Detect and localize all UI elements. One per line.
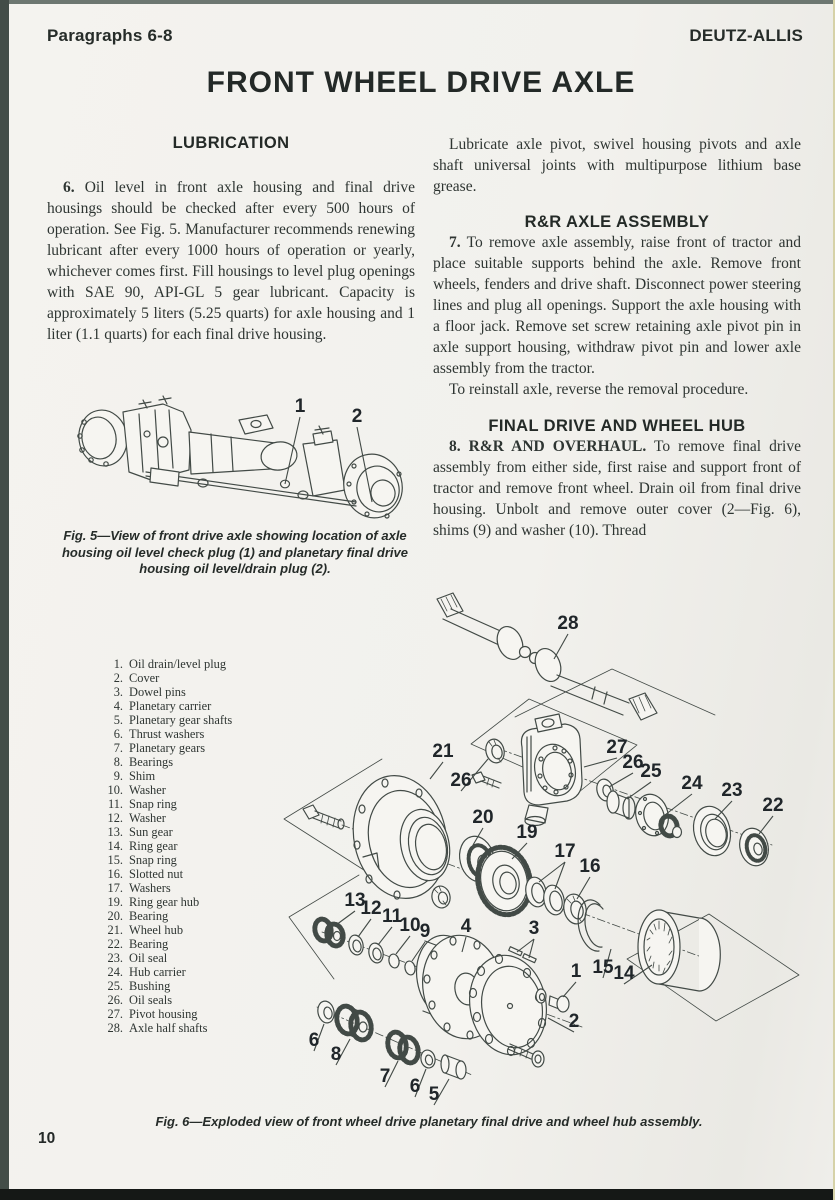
callout-number: 21	[432, 741, 454, 762]
part-number: 5.	[113, 713, 123, 727]
callout-leader-line	[563, 982, 576, 997]
section-heading-rr-axle: R&R AXLE ASSEMBLY	[524, 213, 710, 231]
paragraph-7-body: To remove axle assembly, raise front of tractor and place suitable supports behind the axle. Remove front wheels, fenders and drive shaft. Disconnect power steering lines and plug all openings. Support the axle housing with a floor jack. Remove set screw retaining axle pivot pin in axle support housing, withdraw pivot pin and lower axle assembly from the tractor.	[433, 234, 801, 377]
figure-5-caption: Fig. 5—View of front drive axle showing location of axle housing oil level check plug (1) and planetary final drive housing oil level/drain plug (2).	[61, 528, 409, 576]
callout-number: 1	[294, 396, 306, 417]
part-number: 19.	[107, 895, 123, 909]
part-label: Sun gear	[129, 825, 173, 839]
part-label: Washer	[129, 783, 166, 797]
part-label: Oil drain/level plug	[129, 657, 227, 671]
part-label: Shim	[129, 769, 156, 783]
part-number: 23.	[107, 951, 123, 965]
scan-edge-left	[0, 0, 9, 1200]
callout-leader-line	[378, 927, 392, 945]
callout-number: 16	[579, 856, 601, 877]
part-number: 13.	[107, 825, 123, 839]
part-number: 14.	[107, 839, 123, 853]
figure-6-caption: Fig. 6—Exploded view of front wheel drive planetary final drive and wheel hub assembly.	[155, 1114, 703, 1129]
part-label: Planetary gears	[129, 741, 206, 755]
part-label: Pivot housing	[129, 1007, 198, 1021]
callout-leader-line	[609, 773, 633, 787]
part-label: Planetary gear shafts	[129, 713, 233, 727]
part-number: 3.	[113, 685, 123, 699]
callout-number: 13	[344, 890, 366, 911]
part-label: Oil seal	[129, 951, 168, 965]
header-brand: DEUTZ-ALLIS	[689, 26, 803, 45]
paragraph-8-body: To remove final drive assembly from either side, first raise and support front of tractor and remove front wheel. Drain oil from final drive housing. Unbolt and remove outer cover (2—Fig. 6), shims (9) and washer (10). Thread	[433, 438, 801, 539]
part-number: 20.	[107, 909, 123, 923]
paragraph-8-title: R&R AND OVERHAUL.	[460, 438, 647, 455]
part-label: Thrust washers	[129, 727, 205, 741]
paragraph-7-reinstall: To reinstall axle, reverse the removal procedure.	[449, 381, 749, 398]
figure-5	[51, 384, 423, 535]
header-paragraph-range: Paragraphs 6-8	[47, 26, 173, 45]
part-number: 21.	[107, 923, 123, 937]
callout-leader-line	[665, 794, 692, 815]
manual-page	[9, 4, 833, 1189]
part-label: Snap ring	[129, 797, 177, 811]
section-heading-lubrication: LUBRICATION	[172, 134, 290, 152]
part-number: 2.	[113, 671, 123, 685]
part-number: 22.	[107, 937, 123, 951]
paragraph-7	[433, 232, 801, 379]
callout-leader-line	[554, 634, 568, 659]
part-number: 4.	[113, 699, 123, 713]
callout-number: 11	[381, 906, 403, 927]
callout-number: 23	[721, 780, 743, 801]
paragraph-lubricate: Lubricate axle pivot, swivel housing pivots and axle shaft universal joints with multipurpose lithium base grease.	[433, 136, 801, 195]
part-label: Dowel pins	[129, 685, 186, 699]
scan-edge-top	[0, 0, 835, 4]
callout-leader-line	[396, 936, 410, 954]
callout-number: 2	[351, 406, 363, 427]
part-label: Wheel hub	[129, 923, 184, 937]
right-column	[433, 134, 801, 541]
part-label: Planetary carrier	[129, 699, 212, 713]
part-number: 12.	[107, 811, 123, 825]
part-label: Snap ring	[129, 853, 177, 867]
callout-leader-line	[577, 877, 590, 899]
callout-number: 27	[606, 737, 628, 758]
part-number: 28.	[107, 1021, 123, 1035]
callout-leader-line	[430, 762, 443, 779]
paragraph-6-body: Oil level in front axle housing and final drive housings should be checked after every 500 hours of operation. See Fig. 5. Manufacturer recommends renewing lubricant after every 1000 hours of operation or yearly, whichever comes first. Fill housings to level plug openings with SAE 90, API-GL 5 gear lubricant. Capacity is approximately 5 liters (5.25 quarts) for axle housing and 1 liter (1.1 quarts) for each final drive housing.	[47, 179, 415, 343]
callout-number: 14	[613, 963, 635, 984]
part-label: Ring gear	[129, 839, 178, 853]
callout-number: 5	[428, 1084, 440, 1105]
part-label: Slotted nut	[129, 867, 184, 881]
part-number: 1.	[113, 657, 123, 671]
part-number: 8.	[113, 755, 123, 769]
paragraph-8-number: 8.	[449, 438, 461, 455]
callout-leader-line	[358, 919, 371, 937]
part-number: 11.	[107, 797, 123, 811]
part-number: 17.	[107, 881, 123, 895]
callout-number: 8	[330, 1044, 342, 1065]
part-number: 7.	[113, 741, 123, 755]
fig6-exploded-drawing	[267, 587, 835, 1112]
callout-number: 4	[460, 916, 472, 937]
page-title: FRONT WHEEL DRIVE AXLE	[206, 66, 636, 99]
part-label: Bearing	[129, 909, 169, 923]
paragraph-7-number: 7.	[449, 234, 461, 251]
part-label: Washer	[129, 811, 166, 825]
fig5-axle-drawing	[51, 384, 423, 530]
part-number: 9.	[113, 769, 123, 783]
callout-number: 28	[557, 613, 579, 634]
callout-number: 6	[409, 1076, 421, 1097]
part-number: 24.	[107, 965, 123, 979]
callout-number: 6	[308, 1030, 320, 1051]
part-label: Bearings	[129, 755, 174, 769]
part-label: Cover	[129, 671, 160, 685]
callout-number: 9	[419, 921, 431, 942]
part-number: 6.	[113, 727, 123, 741]
part-number: 25.	[107, 979, 123, 993]
callout-number: 24	[681, 773, 703, 794]
part-number: 10.	[107, 783, 123, 797]
callout-number: 19	[516, 822, 538, 843]
callout-number: 17	[554, 841, 576, 862]
callout-number: 22	[762, 795, 784, 816]
callout-number: 7	[379, 1066, 391, 1087]
part-number: 27.	[107, 1007, 123, 1021]
callout-leader-line	[759, 816, 773, 834]
callout-number: 25	[640, 761, 662, 782]
callout-leader-line	[336, 911, 355, 925]
callout-number: 3	[528, 918, 540, 939]
part-label: Bearing	[129, 937, 169, 951]
left-column	[47, 134, 415, 345]
callout-number: 20	[472, 807, 494, 828]
scan-edge-bottom	[0, 1189, 835, 1200]
part-label: Washers	[129, 881, 171, 895]
callout-number: 15	[592, 957, 614, 978]
section-heading-final-drive: FINAL DRIVE AND WHEEL HUB	[488, 417, 746, 435]
part-label: Bushing	[129, 979, 171, 993]
callout-number: 12	[360, 898, 382, 919]
page-number: 10	[38, 1130, 56, 1147]
callout-number: 26	[450, 770, 472, 791]
part-label: Ring gear hub	[129, 895, 200, 909]
callout-number: 10	[399, 915, 421, 936]
callout-number: 26	[622, 752, 644, 773]
part-label: Oil seals	[129, 993, 173, 1007]
part-label: Axle half shafts	[129, 1021, 208, 1035]
part-label: Hub carrier	[129, 965, 186, 979]
part-number: 16.	[107, 867, 123, 881]
callout-number: 1	[570, 961, 582, 982]
callout-number: 2	[568, 1011, 580, 1032]
paragraph-6-number: 6.	[63, 179, 75, 196]
paragraph-8	[433, 436, 801, 541]
part-number: 26.	[107, 993, 123, 1007]
part-number: 15.	[107, 853, 123, 867]
paragraph-6	[47, 177, 415, 345]
